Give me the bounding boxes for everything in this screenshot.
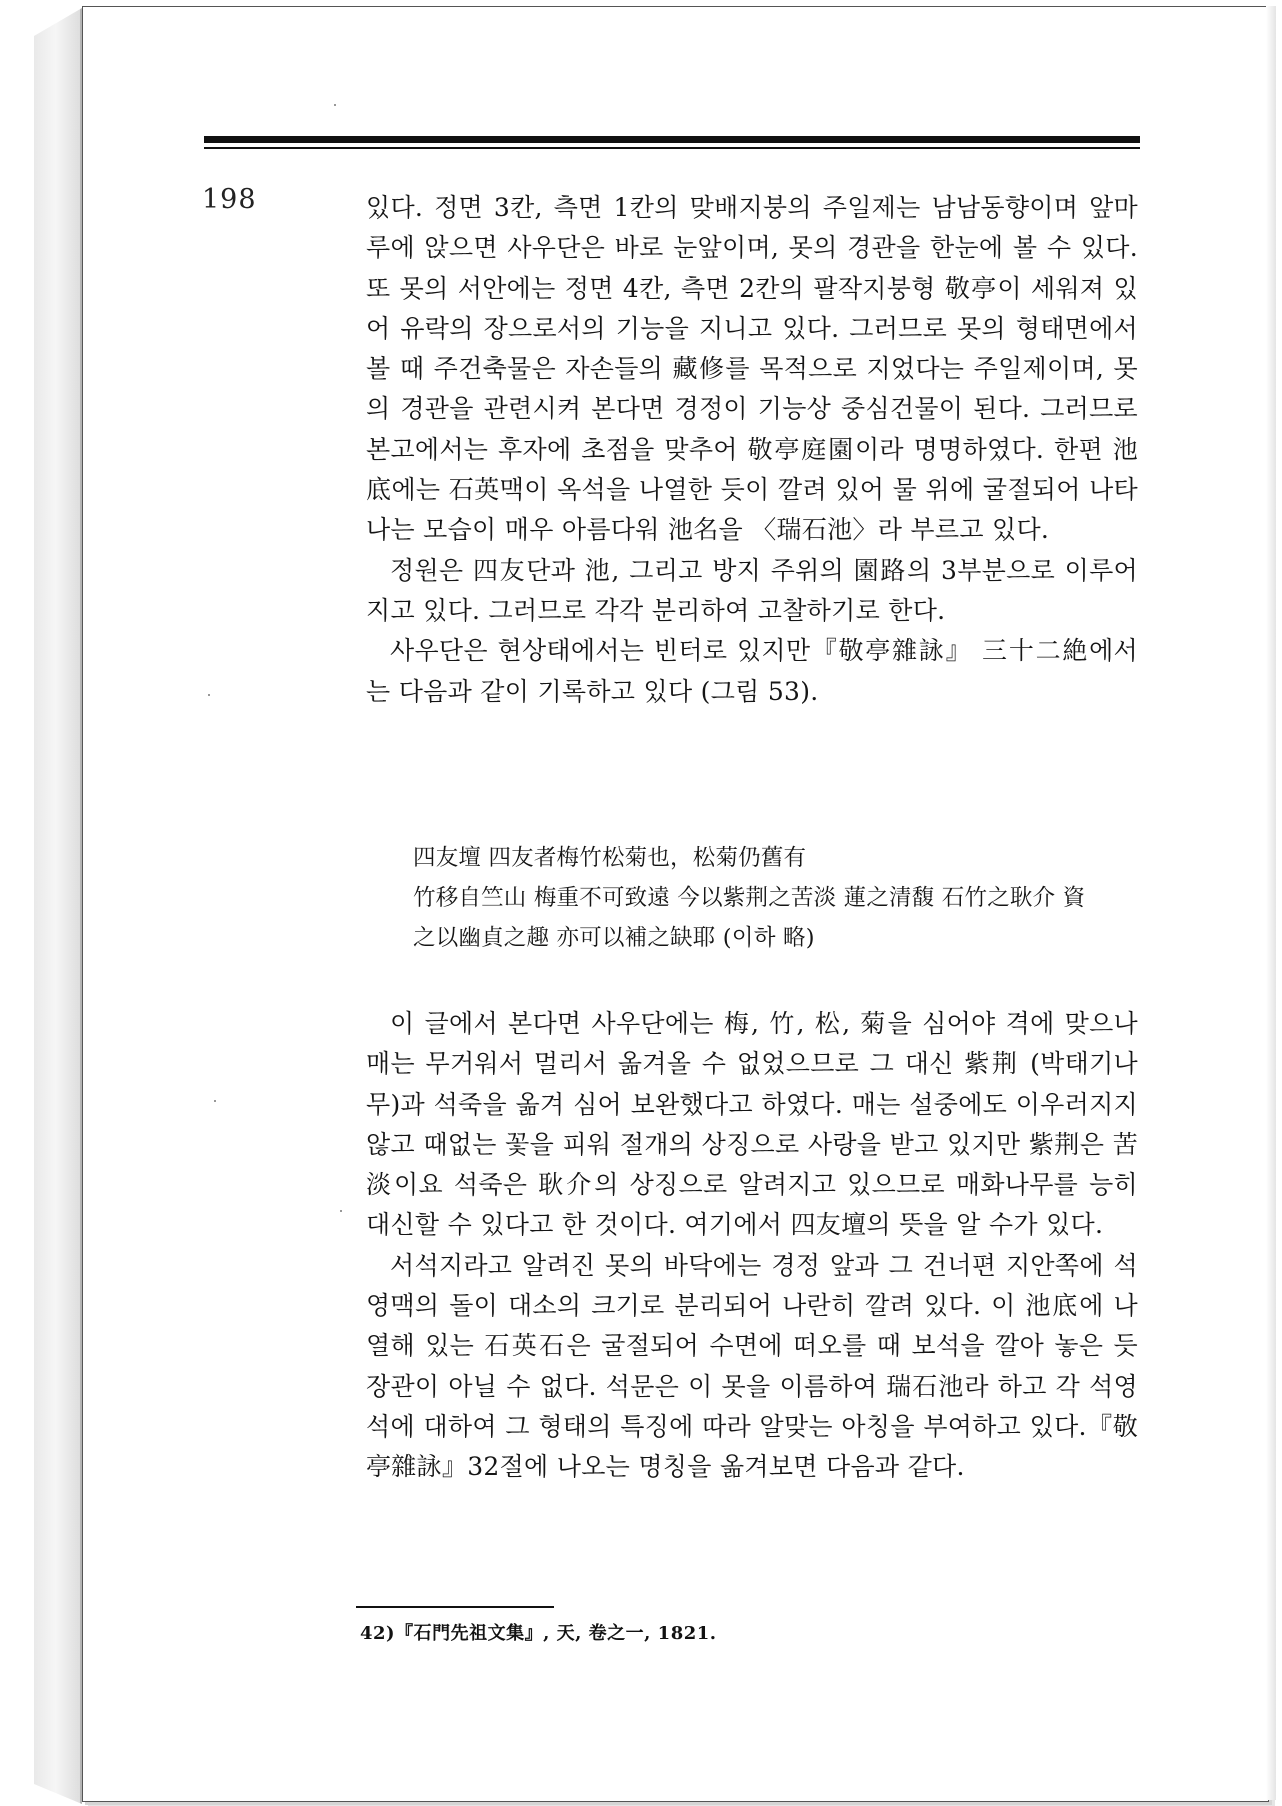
scan-speck <box>214 1100 216 1102</box>
quote-line-3: 之以幽貞之趣 亦可以補之缺耶 (이하 略) <box>413 925 815 951</box>
paragraph-4: 이 글에서 본다면 사우단에는 梅, 竹, 松, 菊을 심어야 격에 맞으나 매는 무거워서 멀리서 옮겨올 수 없었으므로 그 대신 紫荆 (박태기나무)과 석죽을 옮겨 심어 보완했다고 하였다. 매는 설중에도 이우러지지 않고 때없는 꽃을 피워 절개의 상징으로 사랑을 받고 있지만 紫荆은 苦淡이요 석죽은 耿介의 상징으로 알려지고 있으므로 매화나무를 능히 대신할 수 있다고 한 것이다. 여기에서 四友壇의 뜻을 알 수가 있다. <box>366 1009 1138 1240</box>
quote-line-1: 四友壇 四友者梅竹松菊也，松菊仍舊有 <box>413 845 807 871</box>
paragraph-3: 사우단은 현상태에서는 빈터로 있지만『敬亭雜詠』 三十二絶에서는 다음과 같이 기록하고 있다 (그림 53). <box>366 636 1138 706</box>
paragraph-5: 서석지라고 알려진 못의 바닥에는 경정 앞과 그 건너편 지안쪽에 석영맥의 돌이 대소의 크기로 분리되어 나란히 깔려 있다. 이 池底에 나열해 있는 石英石은 굴절되어 수면에 떠오를 때 보석을 깔아 놓은 듯 장관이 아닐 수 없다. 석문은 이 못을 이름하여 瑞石池라 하고 각 석영석에 대하여 그 형태의 특징에 따라 알맞는 아칭을 부여하고 있다.『敬亭雜詠』32절에 나오는 명칭을 옮겨보면 다음과 같다. <box>366 1250 1138 1482</box>
scan-speck <box>334 104 336 106</box>
book-spine-edge <box>34 8 82 1804</box>
body-text-bottom <box>366 1004 1138 1488</box>
header-rule-thin <box>204 147 1140 149</box>
page-number: 198 <box>202 184 257 215</box>
paragraph-1: 있다. 정면 3칸, 측면 1칸의 맞배지붕의 주일제는 남남동향이며 앞마루에 앉으면 사우단은 바로 눈앞이며, 못의 경관을 한눈에 볼 수 있다. 또 못의 서안에는 정면 4칸, 측면 2칸의 팔작지붕형 敬亭이 세워져 있어 유락의 장으로서의 기능을 지니고 있다. 그러므로 못의 형태면에서 볼 때 주건축물은 자손들의 藏修를 목적으로 지었다는 주일제이며, 못의 경관을 관련시켜 본다면 경정이 기능상 중심건물이 된다. 그러므로 본고에서는 후자에 초점을 맞추어 敬亭庭園이라 명명하였다. 한편 池底에는 石英맥이 옥석을 나열한 듯이 깔려 있어 물 위에 굴절되어 나타나는 모습이 매우 아름다워 池名을 〈瑞石池〉라 부르고 있다. <box>366 193 1138 545</box>
scan-speck <box>208 694 210 696</box>
scan-speck <box>340 1210 342 1212</box>
body-text-top <box>366 188 1138 712</box>
paragraph-2: 정원은 四友단과 池, 그리고 방지 주위의 園路의 3부분으로 이루어지고 있다. 그러므로 각각 분리하여 고찰하기로 한다. <box>366 555 1138 625</box>
quote-line-2: 竹移自竺山 梅重不可致遠 今以紫荆之苦淡 蓮之清馥 石竹之耿介 資 <box>413 885 1086 911</box>
header-rule-thick <box>204 136 1140 143</box>
footnote: 42)『石門先祖文集』, 天, 卷之一, 1821. <box>360 1623 717 1644</box>
page-edge-shadow <box>1266 6 1276 1800</box>
footnote-rule <box>356 1606 554 1608</box>
classical-quote-block <box>413 838 1143 958</box>
